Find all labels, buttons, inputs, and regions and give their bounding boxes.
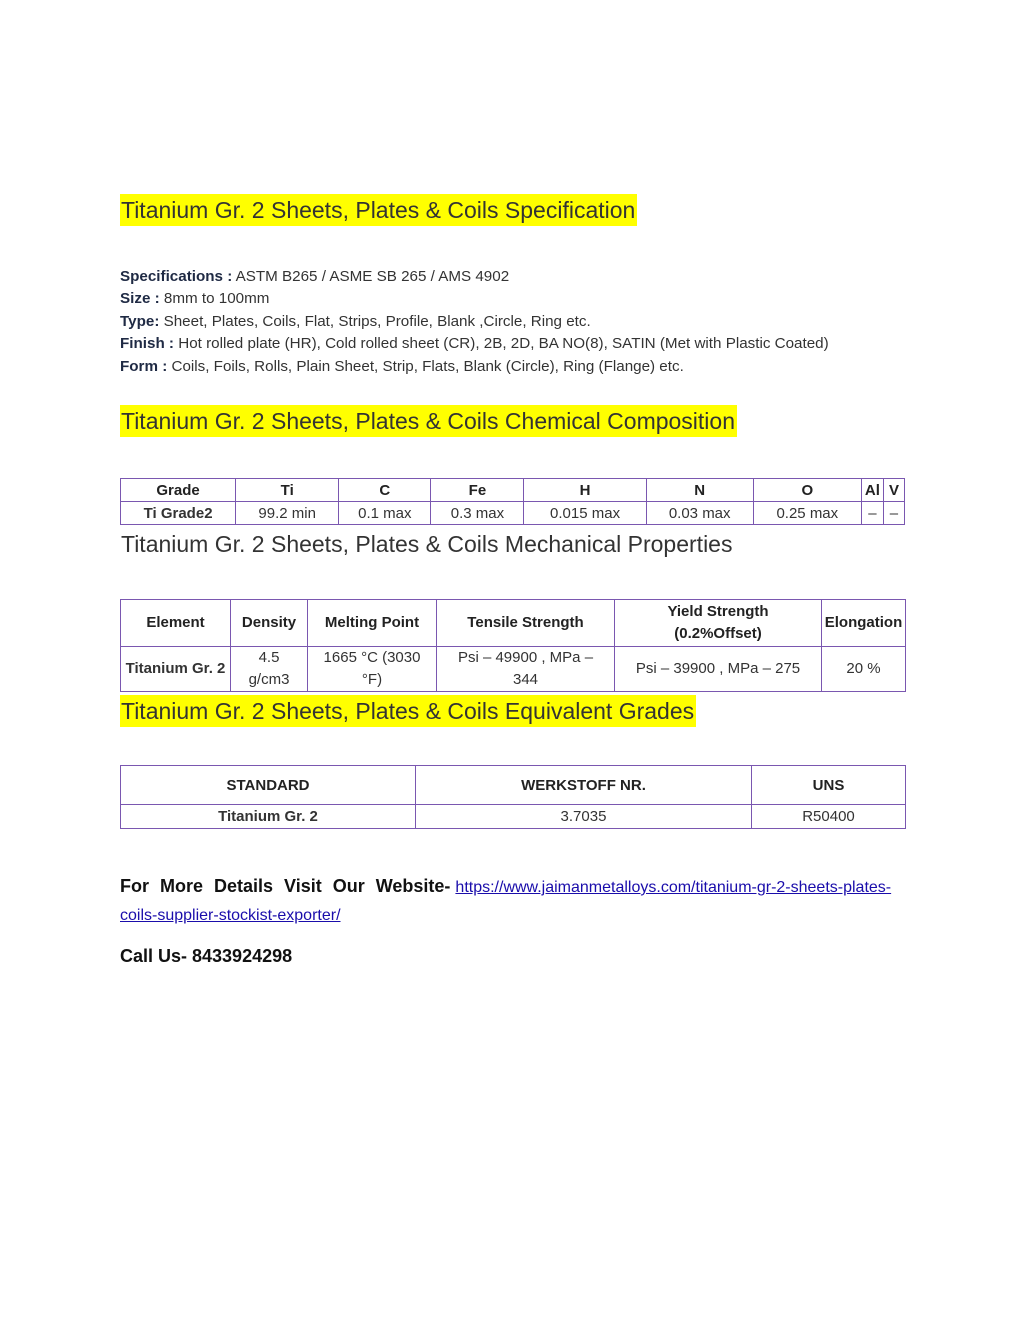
phone-contact: Call Us- 8433924298: [120, 946, 293, 966]
table-cell: –: [861, 502, 883, 525]
equivalent-heading: Titanium Gr. 2 Sheets, Plates & Coils Equivalent Grades: [120, 695, 696, 727]
table-header-row: [121, 766, 906, 805]
table-cell: Titanium Gr. 2: [121, 647, 231, 692]
column-header: O: [753, 479, 861, 502]
column-header: H: [524, 479, 646, 502]
column-header: Al: [861, 479, 883, 502]
table-cell: 99.2 min: [236, 502, 339, 525]
visit-label: For More Details Visit Our Website-: [120, 876, 451, 896]
website-contact: [120, 873, 905, 929]
column-header: Grade: [121, 479, 236, 502]
spec-type-line: [120, 311, 829, 333]
table-cell: 3.7035: [416, 805, 752, 829]
spec-label: Specifications :: [120, 268, 233, 285]
spec-label: Form :: [120, 357, 168, 375]
spec-label: Finish :: [120, 335, 174, 353]
spec-specifications-line: [120, 266, 829, 288]
table-cell: R50400: [752, 805, 906, 829]
chemical-heading: Titanium Gr. 2 Sheets, Plates & Coils Chemical Composition: [120, 405, 737, 437]
column-header: Density: [231, 600, 308, 647]
table-cell: 20 %: [822, 647, 906, 692]
spec-value: ASTM B265 / ASME SB 265 / AMS 4902: [232, 268, 510, 285]
table-cell: 0.3 max: [431, 502, 524, 525]
mechanical-heading: Titanium Gr. 2 Sheets, Plates & Coils Mechanical Properties: [121, 531, 733, 557]
column-header: WERKSTOFF NR.: [416, 766, 752, 805]
table-cell: 4.5 g/cm3: [231, 647, 308, 692]
table-cell: 0.25 max: [753, 502, 861, 525]
table-cell: 0.03 max: [646, 502, 753, 525]
table-row: [121, 647, 906, 692]
table-cell: Psi – 39900 , MPa – 275: [615, 647, 822, 692]
table-cell: Psi – 49900 , MPa – 344: [437, 647, 615, 692]
table-cell: 0.1 max: [339, 502, 431, 525]
table-cell: Ti Grade2: [121, 502, 236, 525]
column-header: Yield Strength (0.2%Offset): [615, 600, 822, 647]
column-header: Ti: [236, 479, 339, 502]
spec-label: Size :: [120, 290, 160, 308]
chemical-composition-table: [120, 478, 905, 525]
spec-form-line: [120, 356, 829, 378]
column-header: STANDARD: [121, 766, 416, 805]
spec-value: 8mm to 100mm: [159, 290, 270, 308]
column-header: Elongation: [822, 600, 906, 647]
column-header: V: [883, 479, 904, 502]
table-cell: –: [883, 502, 904, 525]
table-header-row: [121, 600, 906, 647]
column-header: Melting Point: [308, 600, 437, 647]
table-cell: Titanium Gr. 2: [121, 805, 416, 829]
specification-list: [120, 266, 829, 378]
website-link[interactable]: https://www.jaimanmetalloys.com/titanium-gr-2-sheets-plates-coils-supplier-stockist-exporter/: [120, 879, 892, 924]
spec-label: Type:: [120, 312, 160, 330]
column-header: N: [646, 479, 753, 502]
spec-size-line: [120, 288, 829, 310]
spec-finish-line: [120, 333, 829, 355]
mechanical-properties-table: [120, 599, 906, 692]
column-header: Element: [121, 600, 231, 647]
column-header: Fe: [431, 479, 524, 502]
table-row: [121, 805, 906, 829]
column-header: Tensile Strength: [437, 600, 615, 647]
column-header: C: [339, 479, 431, 502]
table-cell: 1665 °C (3030 °F): [308, 647, 437, 692]
spec-value: Hot rolled plate (HR), Cold rolled sheet (CR), 2B, 2D, BA NO(8), SATIN (Met with Plastic Coated): [174, 335, 829, 353]
specification-heading: Titanium Gr. 2 Sheets, Plates & Coils Specification: [120, 194, 637, 226]
table-header-row: [121, 479, 905, 502]
table-row: [121, 502, 905, 525]
column-header: UNS: [752, 766, 906, 805]
table-cell: 0.015 max: [524, 502, 646, 525]
spec-value: Sheet, Plates, Coils, Flat, Strips, Profile, Blank ,Circle, Ring etc.: [159, 312, 591, 330]
equivalent-grades-table: [120, 765, 906, 829]
spec-value: Coils, Foils, Rolls, Plain Sheet, Strip, Flats, Blank (Circle), Ring (Flange) etc.: [167, 357, 684, 375]
